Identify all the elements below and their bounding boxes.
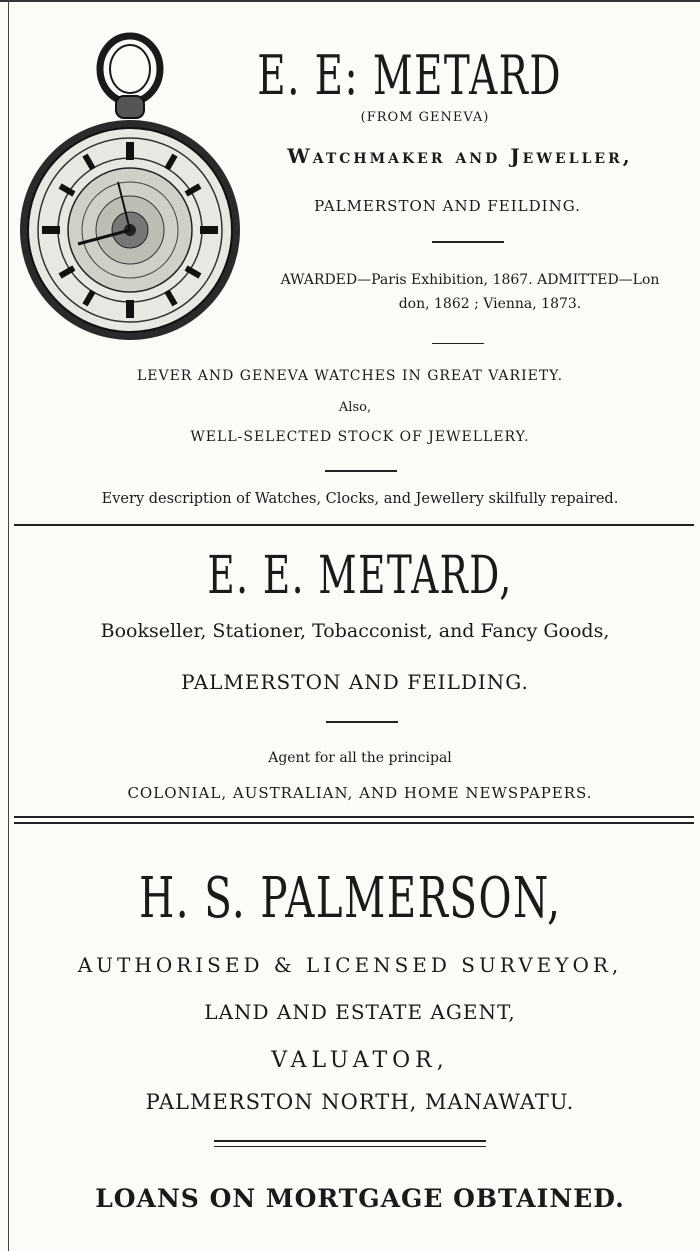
ad1-repairs: Every description of Watches, Clocks, and Jewellery skilfully repaired.	[101, 491, 619, 507]
ad1-trade: Watchmaker and Jeweller,	[287, 144, 633, 168]
ad3-agent: LAND AND ESTATE AGENT,	[204, 1000, 516, 1024]
ad1-awards-line2: don, 1862 ; Vienna, 1873.	[398, 296, 582, 312]
ad1-stock: WELL-SELECTED STOCK OF JEWELLERY.	[190, 429, 530, 445]
ad3-rule-a	[214, 1140, 486, 1142]
ad1-watches: LEVER AND GENEVA WATCHES IN GREAT VARIETY.	[136, 368, 564, 384]
ad3-valuator: VALUATOR,	[271, 1048, 449, 1073]
ad1-name: E. E: METARD	[257, 44, 563, 107]
top-border	[0, 0, 700, 2]
ad3-rule-b	[214, 1146, 486, 1147]
ad3-location: PALMERSTON NORTH, MANAWATU.	[145, 1090, 575, 1114]
ad1-also: Also,	[338, 400, 372, 415]
ad2-rule	[326, 721, 398, 723]
ad2-trade: Bookseller, Stationer, Tobacconist, and Fancy Goods,	[100, 620, 610, 642]
ad3-title: AUTHORISED & LICENSED SURVEYOR,	[77, 953, 623, 977]
ad3-name: H. S. PALMERSON,	[138, 866, 562, 931]
ad2-name: E. E. METARD,	[207, 546, 513, 606]
divider-2a	[14, 816, 694, 818]
divider-1	[14, 524, 694, 526]
ad1-origin: (FROM GENEVA)	[360, 110, 490, 125]
ad1-awards-line1: AWARDED—Paris Exhibition, 1867. ADMITTED—Lon	[280, 272, 660, 288]
ad1-rule-1	[432, 241, 504, 243]
ad3-loans: LOANS ON MORTGAGE OBTAINED.	[95, 1184, 625, 1213]
ad2-papers: COLONIAL, AUSTRALIAN, AND HOME NEWSPAPERS.	[127, 784, 593, 802]
ad1-rule-2	[432, 343, 484, 344]
divider-2b	[14, 822, 694, 824]
ad2-towns: PALMERSTON AND FEILDING.	[181, 670, 529, 694]
ad1-towns: PALMERSTON AND FEILDING.	[314, 197, 581, 215]
ad1-rule-3	[325, 470, 397, 472]
ad2-agent: Agent for all the principal	[268, 750, 452, 766]
